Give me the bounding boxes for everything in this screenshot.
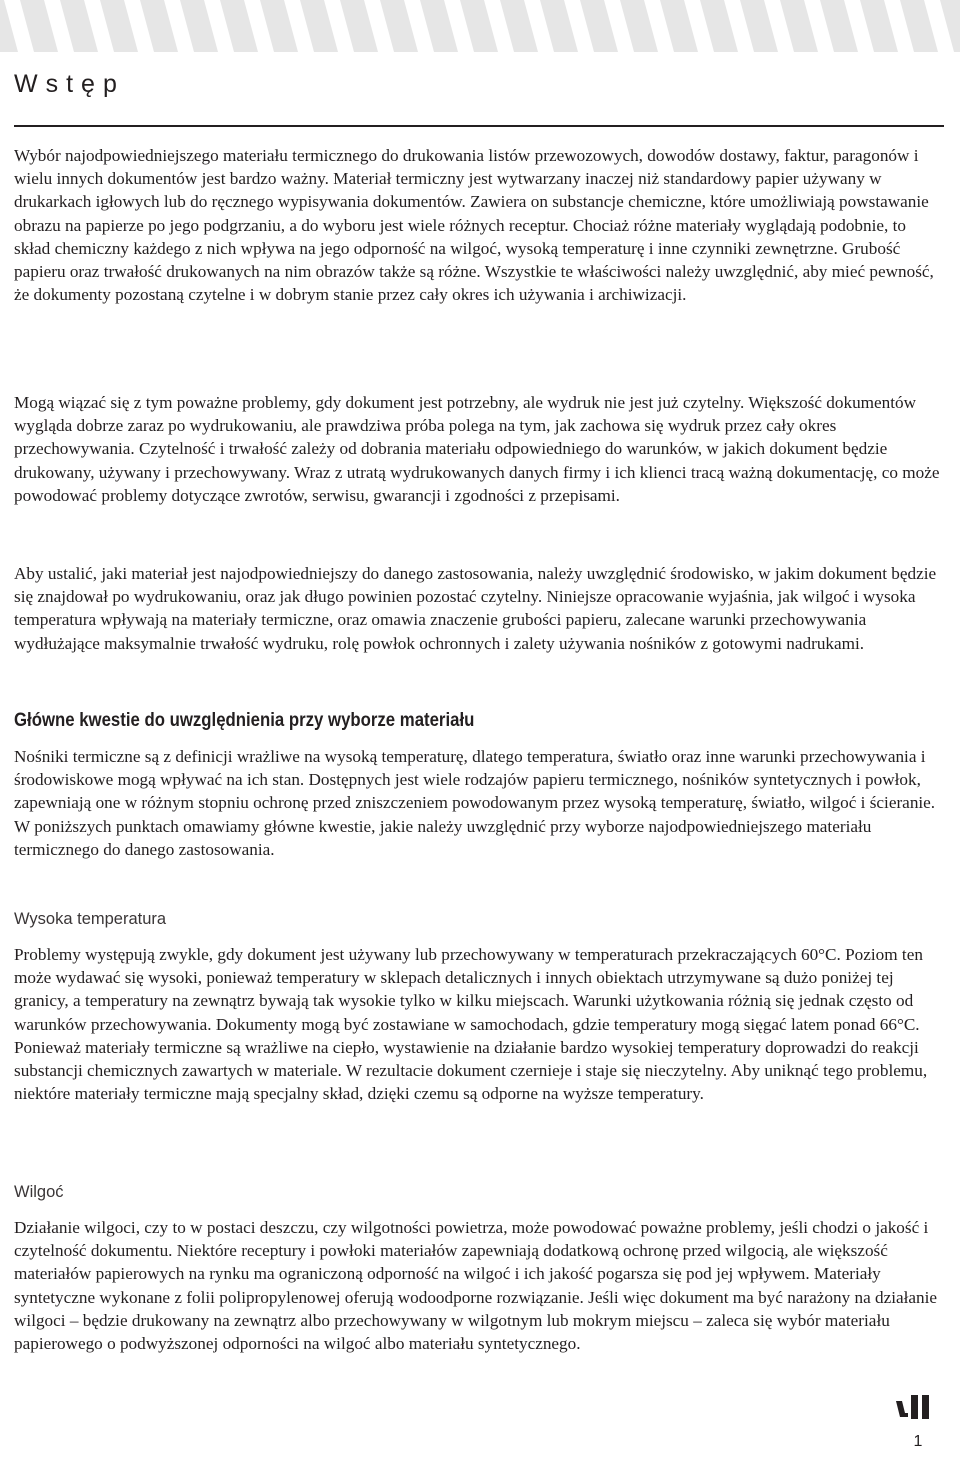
moisture-paragraph: Działanie wilgoci, czy to w postaci deszczu, czy wilgotności powietrza, może powodować poważne problemy, jeśli chodzi o jakość i czytelność dokumentu. Niektóre receptury i powłoki materiałów zapewniają dodatkową ochronę przed wilgocią, ale większość materiałów papierowych na rynku ma ograniczoną odporność na wilgoć i ich jakość pogarsza się pod jej wpływem. Materiały syntetyczne wykonane z folii polipropylenowej oferują wodoodporne rozwiązanie. Jeśli więc dokument ma być narażony na działanie wilgoci – będzie drukowany na zewnątrz albo przechowywany w wilgotnym lub mokrym miejscu – zaleca się wybór materiału papierowego o podwyższonej odporności na wilgoć albo materiału syntetycznego. <box>14 1218 938 1354</box>
decorative-stripe-band <box>0 0 960 52</box>
high-temperature-paragraph: Problemy występują zwykle, gdy dokument jest używany lub przechowywany w temperaturach przekraczających 60°C. Poziom ten może wydawać się wysoki, ponieważ temperatury w sklepach detalicznych i innych obiektach utrzymywane są dużo poniżej tej granicy, a temperatury na zewnątrz bywają tak wysokie tylko w kilku miejscach. Warunki użytkowania różnią się jednak często od warunków przechowywania. Dokumenty mogą być zostawiane w samochodach, gdzie temperatury mogą sięgać latem ponad 66°C. Ponieważ materiały termiczne są wrażliwe na ciepło, wystawienie na działanie bardzo wysokiej temperatury doprowadzi do reakcji substancji chemicznych zawartych w materiale. W rezultacie dokument czernieje i staje się nieczytelny. Aby uniknąć tego problemu, niektóre materiały termiczne mają specjalny skład, dzięki czemu są odporne na wyższe temperatury. <box>14 945 928 1104</box>
page-number: 1 <box>913 1433 923 1450</box>
title-underline-divider <box>14 125 944 127</box>
subheading-high-temperature: Wysoka temperatura <box>14 910 167 928</box>
section-intro-paragraph: Nośniki termiczne są z definicji wrażliwe na wysoką temperaturę, dlatego temperatura, światło oraz inne warunki przechowywania i środowiskowe mogą wpływać na ich stan. Dostępnych jest wiele rodzajów papieru termicznego, nośników syntetycznych i powłok, zapewniają one w różnym stopniu ochronę przed zniszczeniem powodowanym przez wysoką temperaturę, światło, wilgoć i ścieranie. W poniższych punktach omawiamy główne kwestie, jakie należy uwzględnić przy wyborze najodpowiedniejszego materiału termicznego do danego zastosowania. <box>14 747 936 859</box>
brand-logo-icon <box>896 1395 934 1423</box>
subheading-moisture: Wilgoć <box>14 1183 64 1201</box>
intro-paragraph-1: Wybór najodpowiedniejszego materiału termicznego do drukowania listów przewozowych, dowodów dostawy, faktur, paragonów i wielu innych dokumentów jest bardzo ważny. Materiał termiczny jest wytwarzany inaczej niż standardowy papier używany w drukarkach igłowych lub do ręcznego wypisywania dokumentów. Zawiera on substancje chemiczne, które umożliwiają powstawanie obrazu na papierze po jego podgrzaniu, a do wyboru jest wiele różnych receptur. Chociaż różne materiały wyglądają podobnie, to skład chemiczny każdego z nich wpływa na jego odporność na wilgoć, wysoką temperaturę i inne czynniki zewnętrzne. Grubość papieru oraz trwałość drukowanych na nim obrazów także są różne. Wszystkie te właściwości należy uwzględnić, aby mieć pewność, że dokumenty pozostaną czytelne i w dobrym stanie przez cały okres ich używania i archiwizacji. <box>14 146 934 305</box>
section-heading: Główne kwestie do uwzględnienia przy wyborze materiału <box>14 709 475 731</box>
intro-paragraph-3: Aby ustalić, jaki materiał jest najodpowiedniejszy do danego zastosowania, należy uwzględnić środowisko, w jakim dokument będzie się znajdował po wydrukowaniu, oraz jak długo powinien pozostać czytelny. Niniejsze opracowanie wyjaśnia, jak wilgoć i wysoka temperatura wpływają na materiały termiczne, oraz omawia znaczenie grubości papieru, zalecane warunki przechowywania wydłużające maksymalnie trwałość wydruku, rolę powłok ochronnych i zalety używania nośników z gotowymi nadrukami. <box>14 564 937 653</box>
intro-paragraph-2: Mogą wiązać się z tym poważne problemy, gdy dokument jest potrzebny, ale wydruk nie jest już czytelny. Większość dokumentów wygląda dobrze zaraz po wydrukowaniu, ale prawdziwa próba polega na tym, jak zachowa się wydruk przez cały okres przechowywania. Czytelność i trwałość zależy od dobrania materiału odpowiedniego do warunków, w jakich dokument będzie drukowany, używany i przechowywany. Wraz z utratą wydrukowanych danych firmy i ich klienci tracą ważną dokumentację, co może powodować problemy dotyczące zwrotów, serwisu, gwarancji i zgodności z przepisami. <box>14 393 940 505</box>
page-title: Wstęp <box>14 70 125 98</box>
